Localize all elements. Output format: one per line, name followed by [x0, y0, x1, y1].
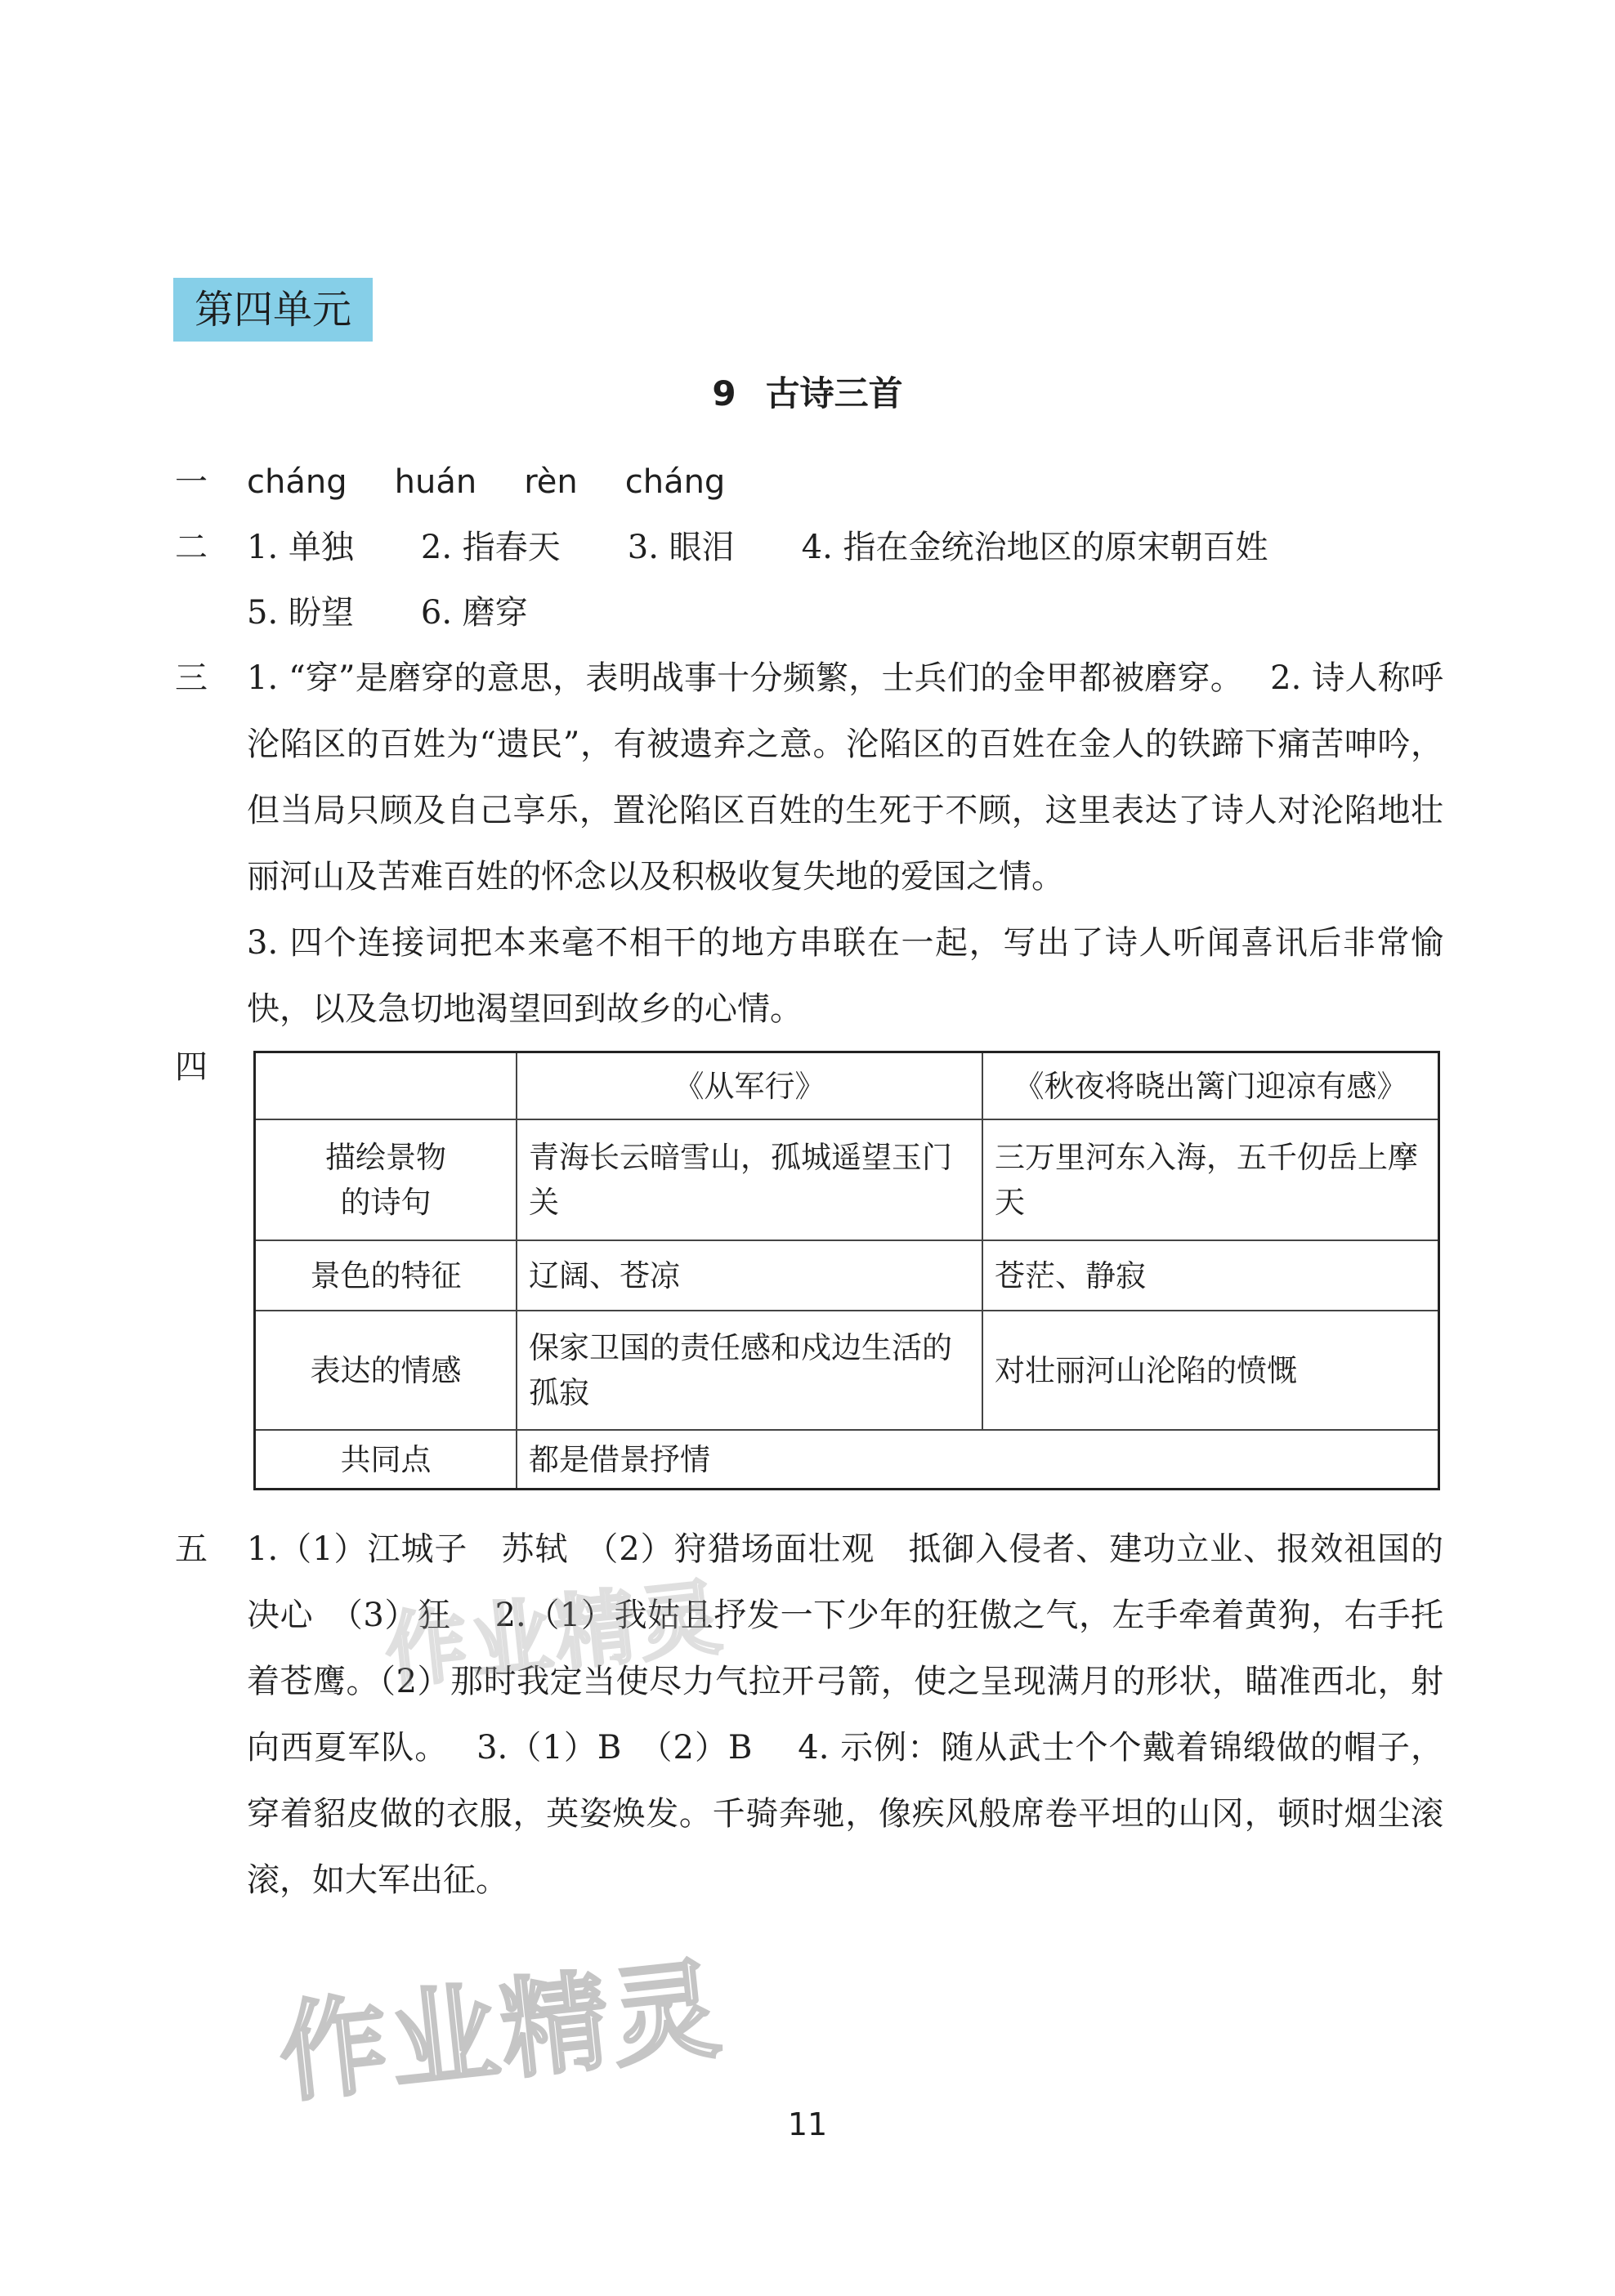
table-cell: 苍茫、静寂 — [983, 1241, 1438, 1311]
lesson-title — [0, 369, 1615, 418]
section-4-marker: 四 — [175, 1048, 208, 1086]
watermark: 作业精灵 — [380, 1569, 729, 1700]
section-2-marker: 二 — [175, 529, 208, 566]
lesson-number: 9 — [712, 373, 736, 413]
table-cell-merged: 都是借景抒情 — [529, 1441, 710, 1477]
pinyin-1: cháng — [247, 463, 347, 501]
table-row-label: 描绘景物的诗句 — [256, 1120, 517, 1241]
lesson-name: 古诗三首 — [765, 373, 903, 413]
table-row-label: 表达的情感 — [256, 1311, 517, 1431]
table-row-label: 景色的特征 — [256, 1241, 517, 1311]
answer-2-6: 6. 磨穿 — [420, 594, 528, 632]
watermark: 作业精灵 — [273, 1945, 729, 2118]
table-cell: 对壮丽河山沦陷的愤慨 — [983, 1311, 1438, 1431]
comparison-table — [253, 1051, 1440, 1490]
section-3-marker: 三 — [175, 659, 208, 697]
pinyin-4: cháng — [624, 463, 726, 501]
table-header-poem-1: 《从军行》 — [517, 1053, 983, 1120]
section-2-line-2 — [247, 588, 528, 637]
answer-2-3: 3. 眼泪 — [627, 529, 735, 566]
section-3-paragraph-2: 3. 四个连接词把本来毫不相干的地方串联在一起，写出了诗人听闻喜讯后非常愉快，以及急切地渴望回到故乡的心情。 — [247, 924, 1443, 1028]
section-5-marker: 五 — [175, 1530, 208, 1568]
section-1-marker: 一 — [175, 463, 208, 501]
table-cell: 三万里河东入海，五千仞岳上摩天 — [983, 1120, 1438, 1241]
pinyin-3: rèn — [524, 463, 578, 501]
table-cell: 辽阔、苍凉 — [517, 1241, 983, 1311]
answer-2-1: 1. 单独 — [247, 529, 354, 566]
section-2-line-1 — [247, 523, 1268, 572]
unit-badge: 第四单元 — [173, 278, 373, 342]
page-number: 11 — [787, 2106, 828, 2142]
section-3-paragraph-1: 1. “穿”是磨穿的意思，表明战事十分频繁，士兵们的金甲都被磨穿。 2. 诗人称呼沦陷区的百姓为“遗民”，有被遗弃之意。沦陷区的百姓在金人的铁蹄下痛苦呻吟，但当局只顾及自己享乐，置沦陷区百姓的生死于不顾，这里表达了诗人对沦陷地壮丽河山及苦难百姓的怀念以及积极收复失地的爱国之情。 — [247, 659, 1443, 896]
pinyin-2: huán — [394, 463, 477, 501]
answer-2-4: 4. 指在金统治地区的原宋朝百姓 — [801, 529, 1268, 566]
table-cell: 青海长云暗雪山，孤城遥望玉门关 — [517, 1120, 983, 1241]
table-row-label: 共同点 — [256, 1431, 517, 1488]
answer-2-2: 2. 指春天 — [420, 529, 561, 566]
table-header-poem-2: 《秋夜将晓出篱门迎凉有感》 — [983, 1053, 1438, 1120]
table-header-empty — [256, 1053, 517, 1120]
section-5-paragraph: 1.（1）江城子 苏轼 （2）狩猎场面壮观 抵御入侵者、建功立业、报效祖国的决心 （3）狂 2.（1）我姑且抒发一下少年的狂傲之气，左手牵着黄狗，右手托着苍鹰。（2）那时我定当使尽力气拉开弓箭，使之呈现满月的形状，瞄准西北，射向西夏军队。 3.（1）B （2）B 4. 示例：随从武士个个戴着锦缎做的帽子，穿着貂皮做的衣服，英姿焕发。千骑奔驰，像疾风般席卷平坦的山冈，顿时烟尘滚滚，如大军出征。 — [247, 1530, 1443, 1899]
table-cell: 保家卫国的责任感和戍边生活的孤寂 — [517, 1311, 983, 1431]
pinyin-answers — [247, 458, 772, 507]
answer-2-5: 5. 盼望 — [247, 594, 354, 632]
